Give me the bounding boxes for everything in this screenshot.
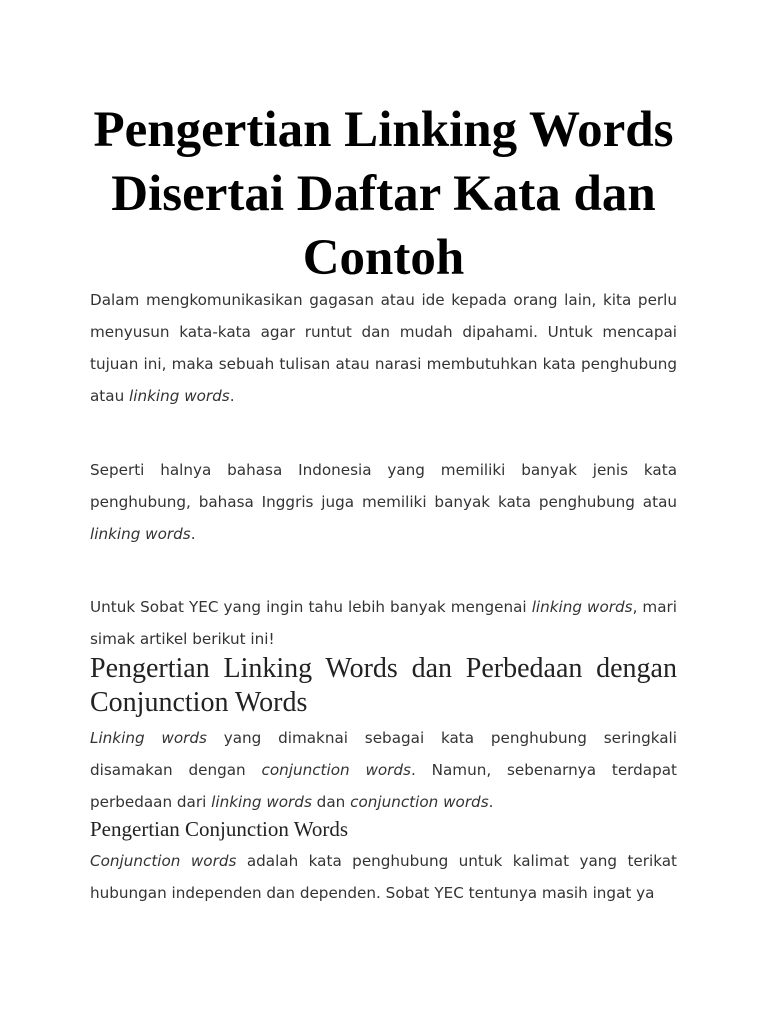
italic-text-segment: linking words — [129, 387, 230, 405]
italic-text-segment: Linking words — [90, 729, 207, 747]
italic-text-segment: linking words — [211, 793, 312, 811]
subsection-paragraph — [90, 845, 677, 909]
italic-text-segment: conjunction words — [350, 793, 489, 811]
text-segment: . Namun, sebenarnya terdapat perbedaan dari — [90, 761, 677, 811]
intro-paragraph-1 — [90, 284, 677, 412]
text-segment: . — [488, 793, 494, 811]
text-segment: . — [190, 525, 196, 543]
italic-text-segment: conjunction words — [261, 761, 411, 779]
text-segment: dan — [311, 793, 351, 811]
subsection-heading: Pengertian Conjunction Words — [90, 817, 349, 841]
italic-text-segment: Conjunction words — [90, 852, 237, 870]
intro-paragraph-2 — [90, 454, 677, 550]
section-heading: Pengertian Linking Words dan Perbedaan dengan Conjunction Words — [90, 653, 677, 718]
italic-text-segment: linking words — [531, 598, 633, 616]
article-title: Pengertian Linking Words Disertai Daftar Kata dan Contoh — [93, 102, 674, 286]
text-segment: Seperti halnya bahasa Indonesia yang memiliki banyak jenis kata penghubung, bahasa Inggris juga memiliki banyak kata penghubung atau — [90, 461, 677, 511]
text-segment: adalah kata penghubung untuk kalimat yang terikat hubungan independen dan dependen. Sobat YEC tentunya masih ingat ya — [90, 852, 678, 902]
document-page — [90, 0, 677, 1024]
text-segment: . — [229, 387, 235, 405]
text-segment: yang dimaknai sebagai kata penghubung seringkali disamakan dengan — [90, 729, 677, 779]
section-paragraph — [90, 722, 677, 818]
italic-text-segment: linking words — [90, 525, 191, 543]
text-segment: Dalam mengkomunikasikan gagasan atau ide kepada orang lain, kita perlu menyusun kata-kata agar runtut dan mudah dipahami. Untuk mencapai tujuan ini, maka sebuah tulisan atau narasi membutuhkan kata penghubung atau — [90, 291, 677, 405]
text-segment: , mari simak artikel berikut ini! — [90, 598, 677, 648]
intro-paragraph-3 — [90, 591, 677, 655]
text-segment: Untuk Sobat YEC yang ingin tahu lebih banyak mengenai — [90, 598, 532, 616]
